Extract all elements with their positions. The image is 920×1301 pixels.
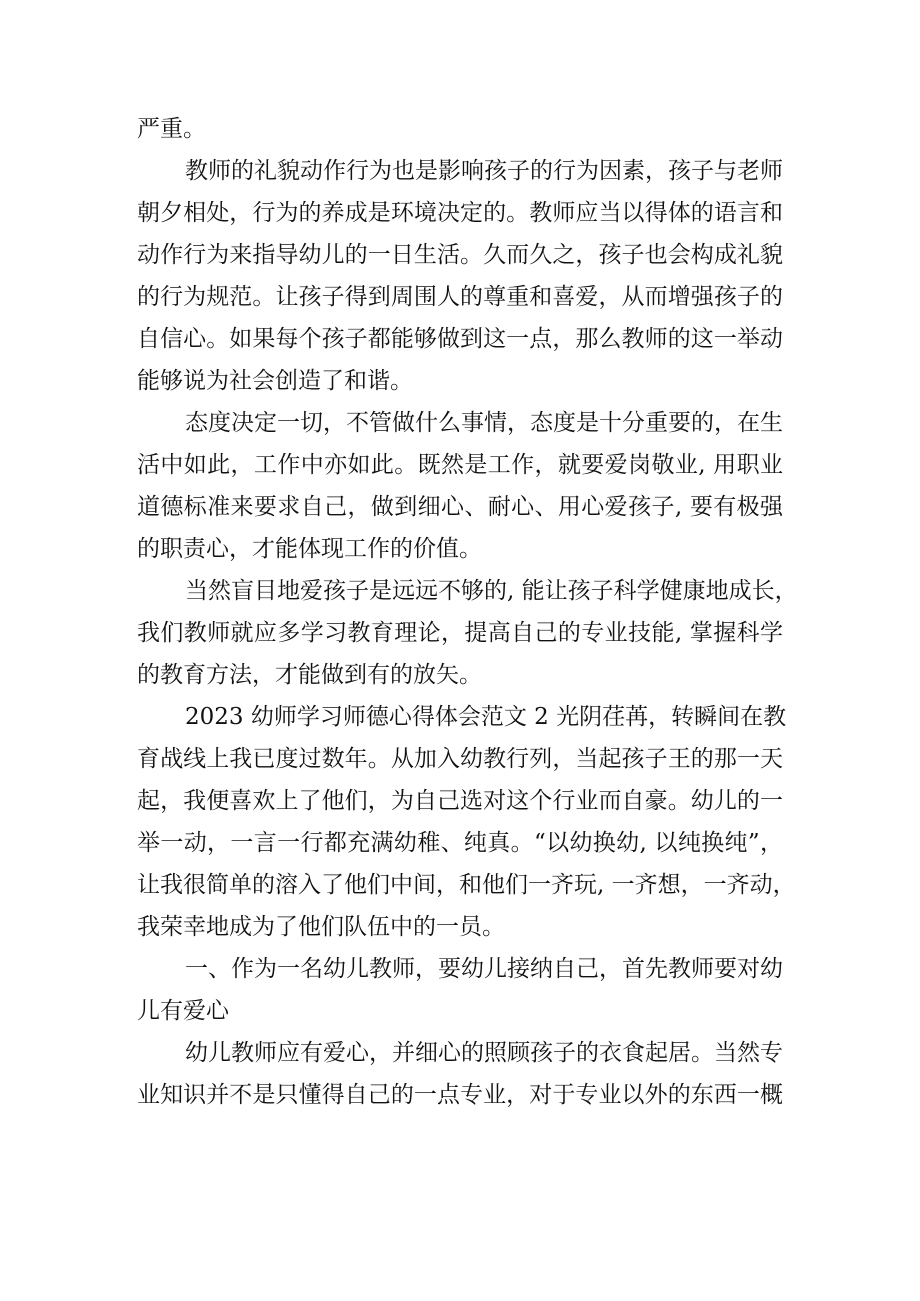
text-line: 态度决定一切，不管做什么事情，态度是十分重要的，在生 — [185, 410, 783, 436]
text-line: 育战线上我已度过数年。从加入幼教行列，当起孩子王的那一天 — [137, 746, 783, 772]
text-line: 我们教师就应多学习教育理论，提高自己的专业技能, 掌握科学 — [137, 620, 783, 646]
text-line: 严重。 — [137, 116, 206, 142]
document-body — [137, 108, 798, 1116]
text-line: 让我很简单的溶入了他们中间，和他们一齐玩, 一齐想，一齐动， — [137, 872, 796, 898]
text-line: 举一动，一言一行都充满幼稚、纯真。“以幼换幼, 以纯换纯”， — [137, 830, 783, 856]
text-line: 2023 幼师学习师德心得体会范文 2 光阴荏苒，转瞬间在教 — [185, 704, 787, 730]
text-line: 我荣幸地成为了他们队伍中的一员。 — [137, 914, 505, 940]
text-line: 的行为规范。让孩子得到周围人的尊重和喜爱，从而增强孩子的 — [137, 284, 783, 310]
text-line: 教师的礼貌动作行为也是影响孩子的行为因素，孩子与老师 — [185, 158, 783, 184]
text-line: 的职责心，才能体现工作的价值。 — [137, 536, 482, 562]
text-line: 儿有爱心 — [137, 998, 229, 1024]
text-line: 道德标准来要求自己，做到细心、耐心、用心爱孩子, 要有极强 — [137, 494, 783, 520]
text-line: 幼儿教师应有爱心，并细心的照顾孩子的衣食起居。当然专 — [185, 1040, 783, 1066]
text-line: 的教育方法，才能做到有的放矢。 — [137, 662, 482, 688]
text-line: 业知识并不是只懂得自己的一点专业，对于专业以外的东西一概 — [137, 1082, 783, 1108]
text-line: 活中如此，工作中亦如此。既然是工作，就要爱岗敬业, 用职业 — [137, 452, 783, 478]
text-line: 起，我便喜欢上了他们，为自己选对这个行业而自豪。幼儿的一 — [137, 788, 783, 814]
text-line: 自信心。如果每个孩子都能够做到这一点，那么教师的这一举动 — [137, 326, 783, 352]
text-line: 一、作为一名幼儿教师，要幼儿接纳自己，首先教师要对幼 — [185, 956, 783, 982]
text-line: 能够说为社会创造了和谐。 — [137, 368, 413, 394]
text-line: 朝夕相处，行为的养成是环境决定的。教师应当以得体的语言和 — [137, 200, 783, 226]
text-line: 动作行为来指导幼儿的一日生活。久而久之，孩子也会构成礼貌 — [137, 242, 783, 268]
text-line: 当然盲目地爱孩子是远远不够的, 能让孩子科学健康地成长， — [185, 578, 798, 604]
